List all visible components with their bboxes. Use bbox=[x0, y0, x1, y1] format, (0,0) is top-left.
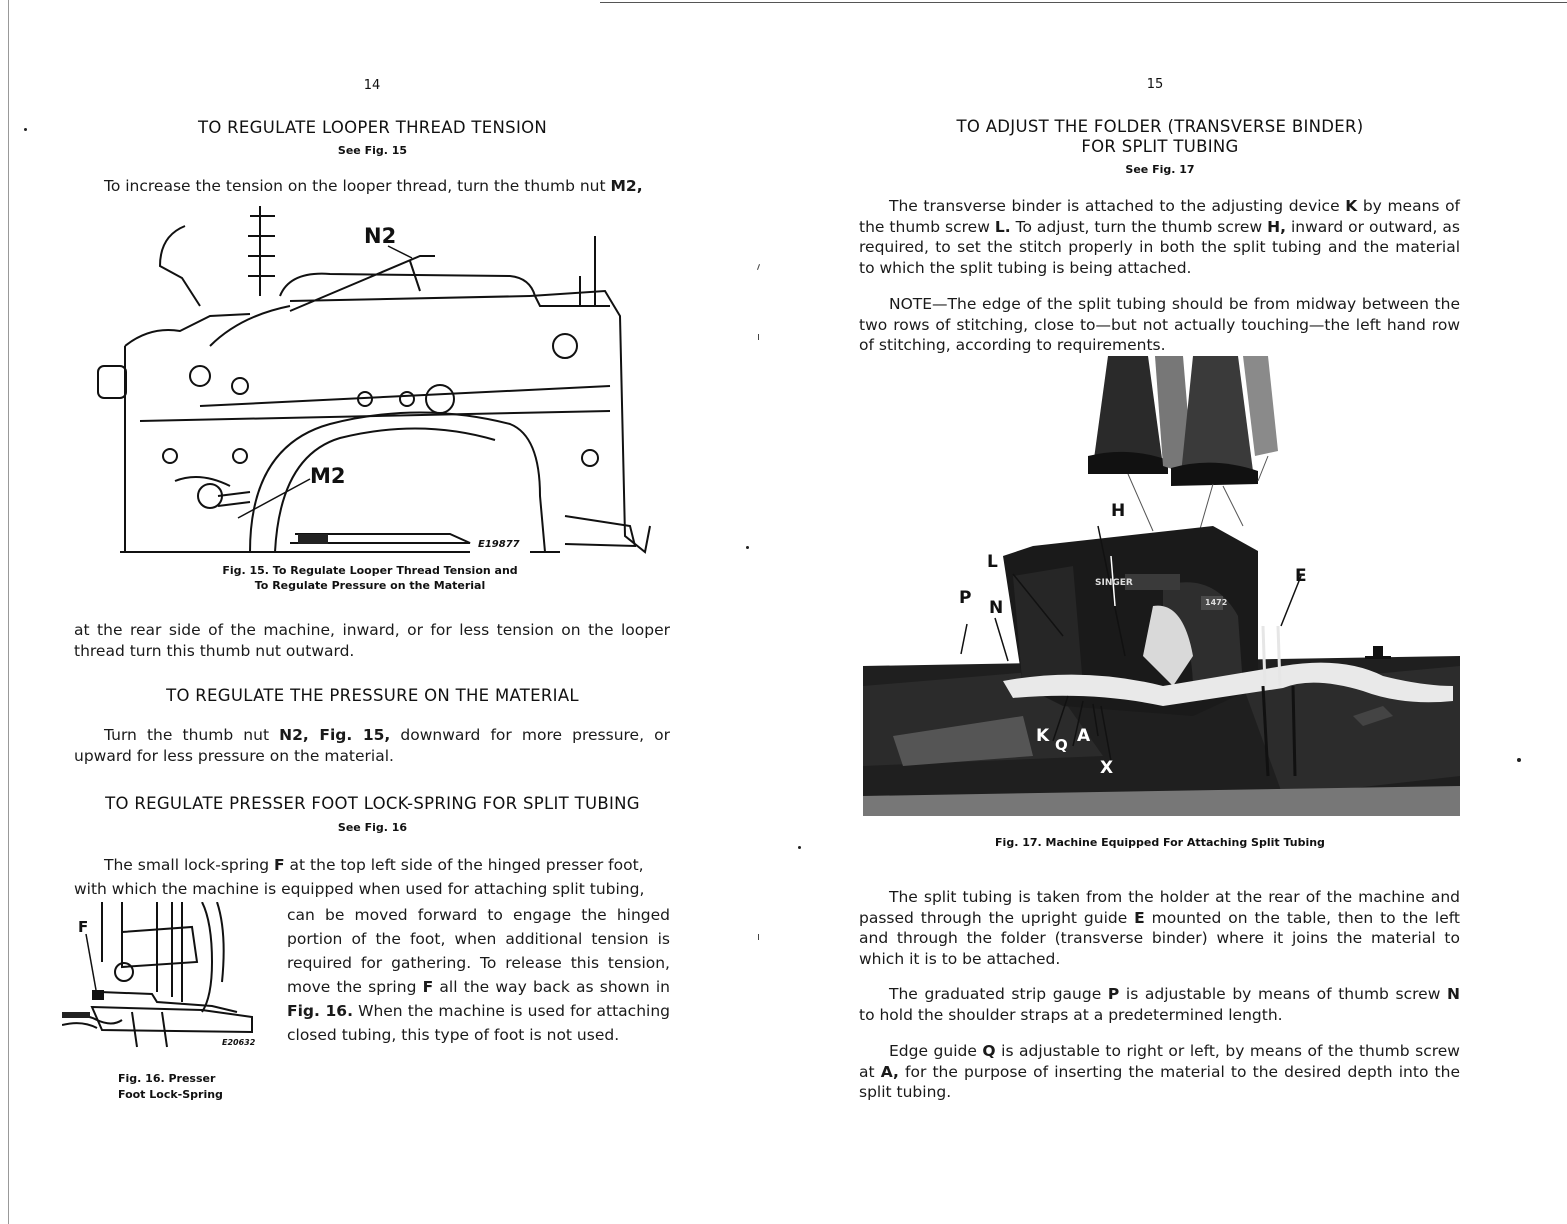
heading-pressure: TO REGULATE THE PRESSURE ON THE MATERIAL bbox=[166, 686, 579, 705]
text-run: The split tubing is taken from the holder at the rear of the machine and passed through the upright guide bbox=[859, 888, 1460, 927]
paragraph-folder bbox=[859, 196, 1460, 278]
text-run: all the way back as shown in bbox=[433, 978, 671, 996]
text-run: The graduated strip gauge bbox=[889, 985, 1108, 1003]
label-n: N bbox=[989, 598, 1004, 618]
left-page bbox=[0, 0, 760, 1224]
paragraph-lock-spring-wrap bbox=[287, 903, 670, 1047]
text-run: When the machine is used for attaching closed tubing, this type of foot is not used. bbox=[287, 1002, 670, 1044]
right-page bbox=[780, 0, 1567, 1224]
figure-code-15: E19877 bbox=[478, 539, 520, 550]
label-x: X bbox=[1100, 758, 1114, 778]
text-run: to hold the shoulder straps at a predetermined length. bbox=[859, 1005, 1283, 1024]
text-run: To increase the tension on the looper thread, turn the thumb nut bbox=[104, 177, 611, 195]
label-m2: M2 bbox=[310, 464, 346, 488]
paragraph-strip-gauge bbox=[859, 984, 1460, 1025]
text-run: is adjustable by means of thumb screw bbox=[1119, 985, 1447, 1003]
see-fig-17: See Fig. 17 bbox=[1125, 163, 1195, 176]
fig-15-caption-line2: To Regulate Pressure on the Material bbox=[254, 579, 486, 592]
page-number: 15 bbox=[1146, 77, 1164, 92]
label-e: E bbox=[1295, 566, 1307, 586]
text-run: mounted on the table, then to the left and through the folder (transverse binder) where it joins the material to which it is to be attached. bbox=[859, 908, 1461, 968]
text-run: at the top left side of the hinged presser foot, bbox=[284, 856, 644, 874]
text-run: is adjustable to right or left, by means of the thumb screw at bbox=[859, 1042, 1460, 1081]
ref-n2-fig15: N2, Fig. 15, bbox=[279, 726, 391, 744]
paragraph-looper-start bbox=[74, 176, 670, 197]
heading-folder-line2: FOR SPLIT TUBING bbox=[1081, 137, 1239, 156]
text-run: Edge guide bbox=[889, 1042, 983, 1060]
paragraph-tubing-path bbox=[859, 887, 1460, 969]
speck bbox=[24, 128, 27, 131]
label-a: A bbox=[1077, 726, 1091, 746]
ref-q: Q bbox=[982, 1042, 996, 1060]
speck bbox=[798, 846, 801, 849]
ref-m2: M2, bbox=[610, 177, 643, 195]
label-q: Q bbox=[1055, 736, 1068, 754]
heading-folder-line1: TO ADJUST THE FOLDER (TRANSVERSE BINDER) bbox=[956, 117, 1364, 136]
ref-l: L. bbox=[994, 217, 1011, 236]
ref-f: F bbox=[422, 978, 434, 996]
text-run: downward for more pressure, or upward for less pressure on the material. bbox=[74, 726, 670, 765]
fig-17-photo bbox=[863, 356, 1460, 816]
paragraph-lock-spring-line2: with which the machine is equipped when used for attaching split tubing, bbox=[74, 880, 645, 898]
speck bbox=[746, 546, 749, 549]
paragraph-edge-guide bbox=[859, 1041, 1460, 1103]
ref-k: K bbox=[1345, 197, 1358, 215]
machine-photo-drawing bbox=[863, 356, 1460, 816]
label-l: L bbox=[987, 552, 998, 572]
heading-lock-spring: TO REGULATE PRESSER FOOT LOCK-SPRING FOR SPLIT TUBING bbox=[105, 794, 640, 813]
text-run: by means of the thumb screw bbox=[859, 197, 1461, 236]
fig-16-illustration bbox=[62, 902, 272, 1064]
fig-15-illustration bbox=[90, 196, 670, 558]
text-run: Turn the thumb nut bbox=[104, 726, 280, 744]
ref-f: F bbox=[274, 856, 285, 874]
ref-a: A, bbox=[880, 1062, 899, 1081]
figure-code-16: E20632 bbox=[222, 1038, 256, 1047]
machine-brand-label: SINGER bbox=[1095, 578, 1133, 588]
label-f: F bbox=[78, 918, 89, 936]
ref-e: E bbox=[1134, 908, 1145, 927]
page-number: 14 bbox=[363, 78, 381, 93]
paragraph-looper-continued: at the rear side of the machine, inward, or for less tension on the looper thread turn this thumb nut outward. bbox=[74, 621, 670, 660]
label-n2: N2 bbox=[364, 224, 397, 248]
speck bbox=[1517, 758, 1521, 762]
text-run: inward or outward, as required, to set the stitch properly in both the split tubing and the material to which the split tubing is being attached. bbox=[859, 217, 1460, 277]
machine-model-label: 1472 bbox=[1205, 598, 1228, 607]
sewing-machine-drawing bbox=[90, 196, 670, 558]
see-fig-16: See Fig. 16 bbox=[337, 821, 408, 834]
fig-15-caption-line1: Fig. 15. To Regulate Looper Thread Tension and bbox=[222, 564, 518, 577]
text-run: can be moved forward to engage the hinged portion of the foot, when additional tension is required for gathering. To release this tension, move the spring bbox=[287, 906, 670, 996]
label-k: K bbox=[1036, 726, 1050, 746]
paragraph-lock-spring-line1 bbox=[104, 855, 670, 876]
speck bbox=[758, 934, 759, 940]
speck bbox=[757, 264, 760, 270]
paragraph-pressure bbox=[74, 725, 670, 766]
label-p: P bbox=[959, 588, 972, 608]
heading-looper-tension: TO REGULATE LOOPER THREAD TENSION bbox=[197, 118, 548, 137]
speck bbox=[758, 334, 759, 340]
text-run: The small lock-spring bbox=[104, 856, 275, 874]
label-h: H bbox=[1111, 501, 1126, 521]
ref-p: P bbox=[1107, 985, 1120, 1003]
fig-16-caption-line1: Fig. 16. Presser bbox=[118, 1072, 216, 1085]
ref-h: H, bbox=[1267, 217, 1286, 236]
fig-17-caption: Fig. 17. Machine Equipped For Attaching Split Tubing bbox=[995, 836, 1325, 849]
paragraph-note: NOTE—The edge of the split tubing should be from midway between the two rows of stitching, close to—but not actually touching—the left hand row of stitching, according to requirements. bbox=[859, 295, 1460, 354]
text-run: To adjust, turn the thumb screw bbox=[1010, 217, 1268, 236]
text-run: The transverse binder is attached to the adjusting device bbox=[889, 197, 1346, 215]
fig-16-caption-line2: Foot Lock-Spring bbox=[118, 1088, 223, 1101]
see-fig-15: See Fig. 15 bbox=[337, 144, 408, 157]
ref-fig-16: Fig. 16. bbox=[287, 1002, 353, 1020]
ref-n: N bbox=[1447, 985, 1460, 1003]
text-run: for the purpose of inserting the material to the desired depth into the split tubing. bbox=[859, 1062, 1460, 1101]
